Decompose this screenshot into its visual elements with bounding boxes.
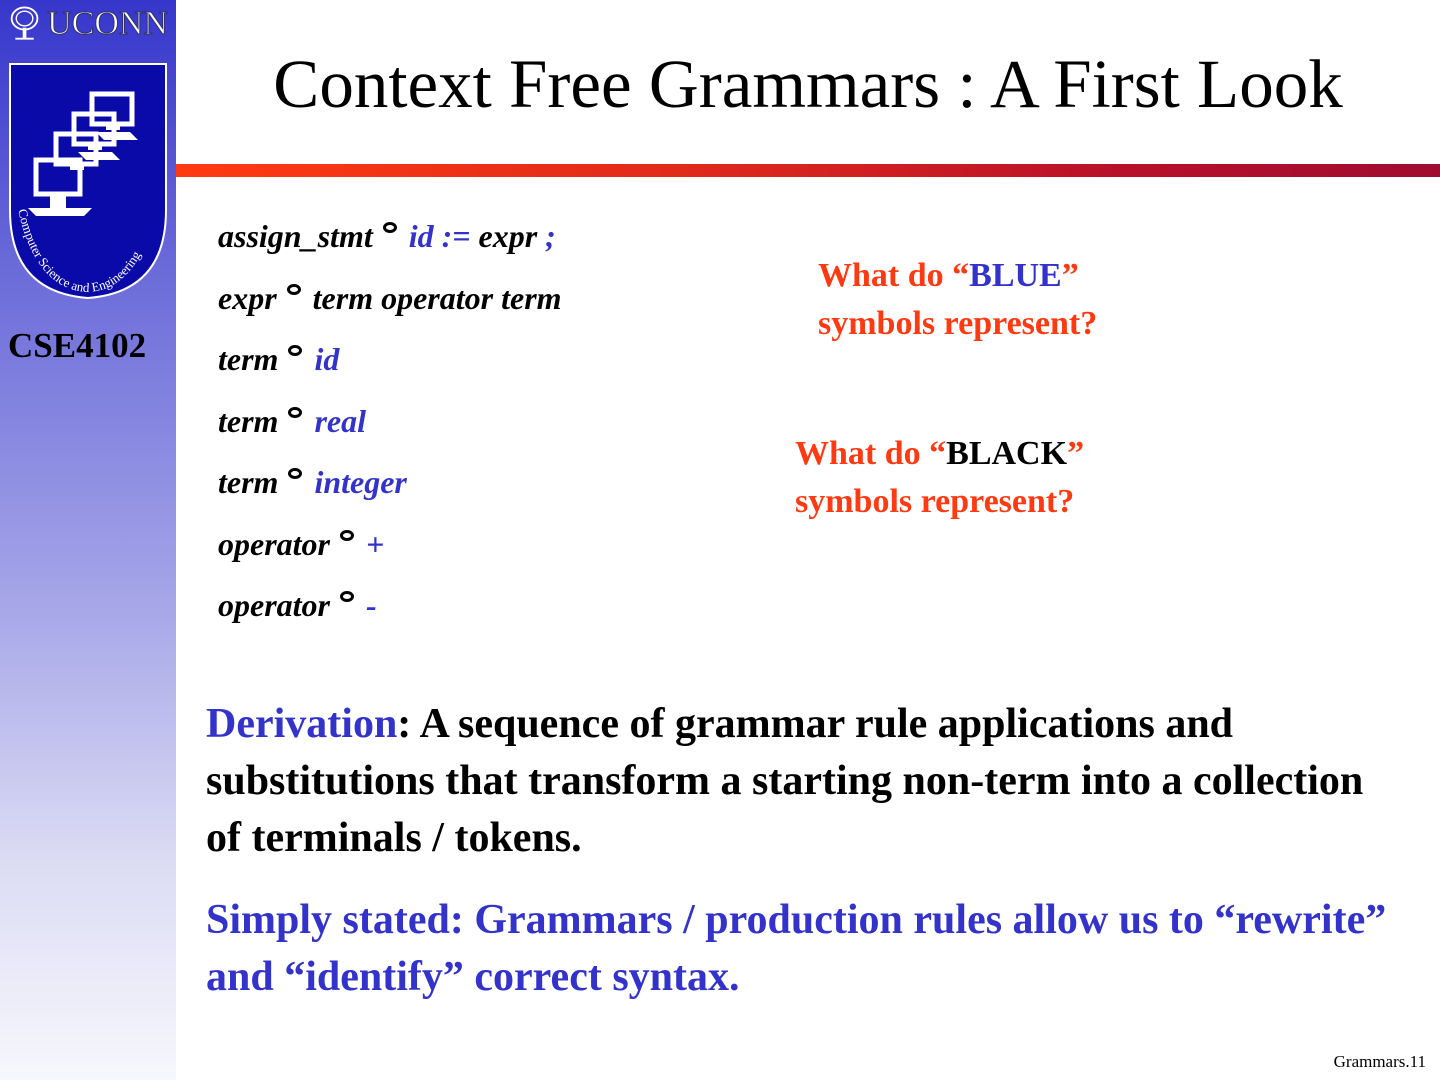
production-lhs: expr xyxy=(218,279,277,316)
production-rule xyxy=(218,212,738,274)
nonterminal-symbol: expr xyxy=(470,218,538,254)
production-arrow-icon xyxy=(288,468,302,479)
sidebar xyxy=(0,0,176,1080)
uconn-logo xyxy=(8,4,168,44)
production-arrow-icon xyxy=(287,284,301,295)
question-prefix: What do “ xyxy=(818,257,970,294)
slide-title: Context Free Grammars : A First Look xyxy=(273,46,1343,122)
question-suffix: ” xyxy=(1067,435,1085,472)
question-line2: symbols represent? xyxy=(795,483,1075,520)
terminal-symbol: id := xyxy=(408,218,471,254)
derivation-colon: : xyxy=(397,701,420,747)
production-rule xyxy=(218,581,738,643)
derivation-text: A sequence of grammar rule applications and substitutions that transform a starting non-term into a collection of terminals / tokens. xyxy=(206,701,1364,861)
production-lhs: operator xyxy=(218,587,330,623)
summary-statement: Simply stated: Grammars / production rules allow us to “rewrite” and “identify” correct syntax. xyxy=(206,897,1387,1000)
uconn-wordmark: UCONN xyxy=(47,5,168,42)
production-arrow-icon xyxy=(340,591,354,602)
production-lhs: term xyxy=(218,341,279,377)
production-rule xyxy=(218,397,738,459)
production-arrow-icon xyxy=(288,407,302,418)
question-keyword-blue: BLUE xyxy=(969,257,1062,294)
production-lhs: assign_stmt xyxy=(218,218,373,254)
production-arrow-icon xyxy=(288,345,302,356)
grammar-rules xyxy=(218,212,738,643)
derivation-term: Derivation xyxy=(206,701,398,747)
oak-tree-icon xyxy=(8,4,41,44)
title-divider xyxy=(176,164,1440,177)
production-lhs: term xyxy=(218,402,279,439)
slide-footer: Grammars.11 xyxy=(1333,1052,1426,1071)
production-rule xyxy=(218,458,738,520)
course-code: CSE4102 xyxy=(8,326,147,365)
derivation-definition xyxy=(206,696,1406,867)
terminal-symbol: real xyxy=(314,402,366,439)
question-prefix: What do “ xyxy=(795,435,947,472)
question-suffix: ” xyxy=(1061,257,1079,294)
production-lhs: term xyxy=(218,464,279,500)
production-rule xyxy=(218,274,738,336)
terminal-symbol: ; xyxy=(537,218,556,254)
cse-emblem-icon xyxy=(6,60,170,300)
terminal-symbol: + xyxy=(366,525,385,562)
production-rule xyxy=(218,335,738,397)
production-arrow-icon xyxy=(340,530,354,541)
terminal-symbol: - xyxy=(366,587,377,623)
nonterminal-symbol: term operator term xyxy=(312,279,562,316)
production-rule xyxy=(218,520,738,582)
emblem-caption: Computer Science and Engineering xyxy=(15,207,144,296)
question-line2: symbols represent? xyxy=(818,305,1098,342)
question-blue-symbols xyxy=(818,252,1097,348)
production-lhs: operator xyxy=(218,525,330,562)
terminal-symbol: integer xyxy=(314,464,407,500)
terminal-symbol: id xyxy=(314,341,340,377)
question-black-symbols xyxy=(795,430,1084,526)
production-arrow-icon xyxy=(383,222,397,233)
question-keyword-black: BLACK xyxy=(946,435,1068,472)
